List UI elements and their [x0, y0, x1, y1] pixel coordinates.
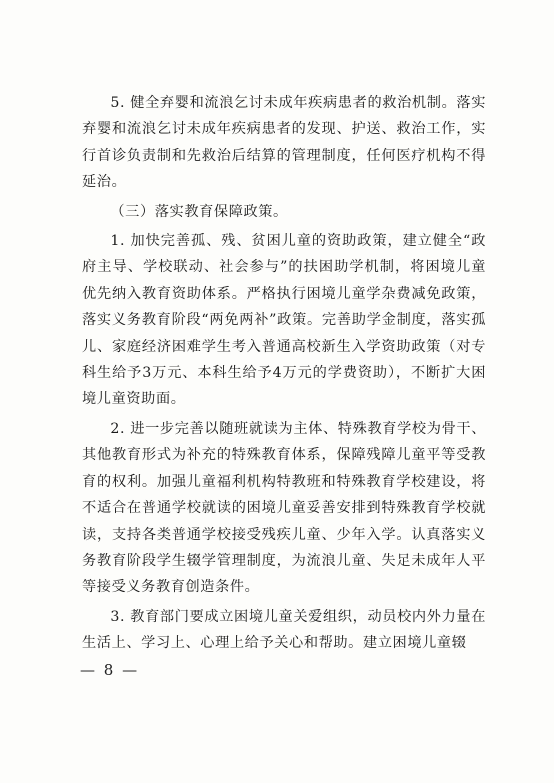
paragraph-care-organization: 3. 教育部门要成立困境儿童关爱组织，动员校内外力量在生活上、学习上、心理上给予关心和帮助。建立困境儿童辍 — [82, 608, 486, 652]
paragraph-rescue-mechanism: 5. 健全弃婴和流浪乞讨未成年疾病患者的救治机制。落实弃婴和流浪乞讨未成年疾病患者的发现、护送、救治工作，实行首诊负责制和先救治后结算的管理制度，任何医疗机构不得延治。 — [82, 95, 486, 191]
document-body — [82, 90, 486, 657]
section-heading-education: （三）落实教育保障政策。 — [110, 203, 288, 220]
paragraph-education-funding: 1. 加快完善孤、残、贫困儿童的资助政策，建立健全“政府主导、学校联动、社会参与”的扶困助学机制，将困境儿童优先纳入教育资助体系。严格执行困境儿童学杂费减免政策，落实义务教育阶段“两免两补”政策。完善助学金制度，落实孤儿、家庭经济困难学生考入普通高校新生入学资助政策（对专科生给予3万元、本科生给予4万元的学费资助），不断扩大困境儿童资助面。 — [82, 233, 486, 408]
paragraph-special-education: 2. 进一步完善以随班就读为主体、特殊教育学校为骨干、其他教育形式为补充的特殊教育体系，保障残障儿童平等受教育的权利。加强儿童福利机构特教班和特殊教育学校建设，将不适合在普通学校就读的困境儿童妥善安排到特殊教育学校就读，支持各类普通学校接受残疾儿童、少年入学。认真落实义务教育阶段学生辍学管理制度，为流浪儿童、失足未成年人平等接受义务教育创造条件。 — [82, 420, 486, 596]
page-number: — 8 — — [80, 661, 140, 679]
